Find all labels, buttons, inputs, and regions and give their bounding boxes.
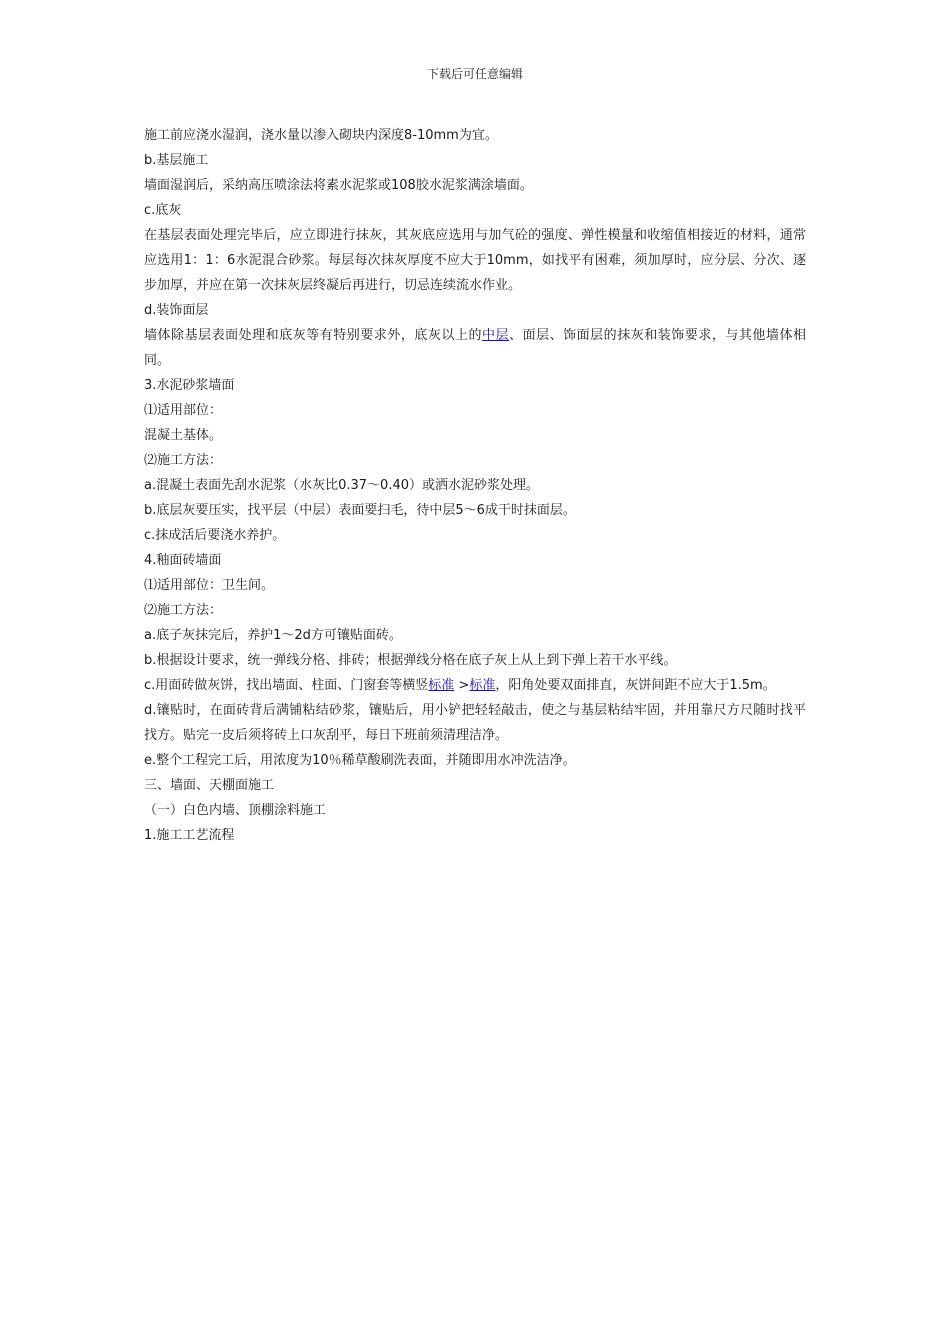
section-heading: （一）白色内墙、顶棚涂料施工 [144, 803, 327, 818]
section-heading: 3.水泥砂浆墙面 [144, 378, 235, 393]
section-heading: 1.施工工艺流程 [144, 828, 235, 843]
list-item: d.镶贴时，在面砖背后满铺粘结砂浆，镶贴后，用小铲把轻轻敲击，使之与基层粘结牢固，并用靠尺方尺随时找平找方。贴完一皮后须将砖上口灰刮平，每日下班前须清理洁净。 [144, 703, 806, 743]
paragraph-text: 、面层、饰面层的抹灰和装饰要求，与其他墙体相同。 [144, 328, 806, 368]
sub-heading: ⑵施工方法： [144, 453, 223, 468]
paragraph: 混凝土基体。 [144, 428, 223, 443]
paragraph: 墙面湿润后，采纳高压喷涂法将素水泥浆或108胶水泥浆满涂墙面。 [144, 178, 533, 193]
item-heading: b.基层施工 [144, 153, 209, 168]
sub-heading: ⑴适用部位：卫生间。 [144, 578, 275, 593]
list-item-with-links [144, 673, 806, 698]
list-item: a.底子灰抹完后，养护1～2d方可镶贴面砖。 [144, 628, 402, 643]
page-header: 下载后可任意编辑 [426, 67, 523, 81]
sub-heading: ⑴适用部位： [144, 403, 223, 418]
link-biaozhun-1[interactable]: 标准 [428, 678, 455, 693]
list-item: a.混凝土表面先刮水泥浆（水灰比0.37～0.40）或洒水泥砂浆处理。 [144, 478, 539, 493]
item-heading: c.底灰 [144, 203, 182, 218]
list-item: b.根据设计要求，统一弹线分格、排砖；根据弹线分格在底子灰上从上到下弹上若干水平线。 [144, 653, 677, 668]
list-item: c.抹成活后要浇水养护。 [144, 528, 286, 543]
paragraph-text: c.用面砖做灰饼，找出墙面、柱面、门窗套等横竖 [144, 678, 429, 693]
chapter-heading: 三、墙面、天棚面施工 [144, 778, 275, 793]
separator-text: > [454, 678, 470, 693]
paragraph-text: ，阳角处要双面排直，灰饼间距不应大于1.5m。 [495, 678, 776, 693]
sub-heading: ⑵施工方法： [144, 603, 223, 618]
link-zhongceng[interactable]: 中层 [482, 328, 510, 343]
paragraph: 在基层表面处理完毕后，应立即进行抹灰，其灰底应选用与加气砼的强度、弹性模量和收缩值相接近的材料，通常应选用1：1：6水泥混合砂浆。每层每次抹灰厚度不应大于10mm，如找平有困难，须加厚时，应分层、分次、逐步加厚，并应在第一次抹灰层终凝后再进行，切忌连续流水作业。 [144, 228, 806, 293]
list-item: b.底层灰要压实，找平层（中层）表面要扫毛，待中层5～6成干时抹面层。 [144, 503, 576, 518]
paragraph-text: 墙体除基层表面处理和底灰等有特别要求外，底灰以上的 [144, 328, 482, 343]
section-heading: 4.釉面砖墙面 [144, 553, 222, 568]
paragraph: 施工前应浇水湿润，浇水量以渗入砌块内深度8-10mm为宜。 [144, 128, 498, 143]
link-biaozhun-2[interactable]: 标准 [469, 678, 496, 693]
list-item: e.整个工程完工后，用浓度为10％稀草酸刷洗表面，并随即用水冲洗洁净。 [144, 753, 576, 768]
paragraph-with-link [144, 323, 806, 373]
item-heading: d.装饰面层 [144, 303, 209, 318]
document-body [144, 123, 806, 848]
